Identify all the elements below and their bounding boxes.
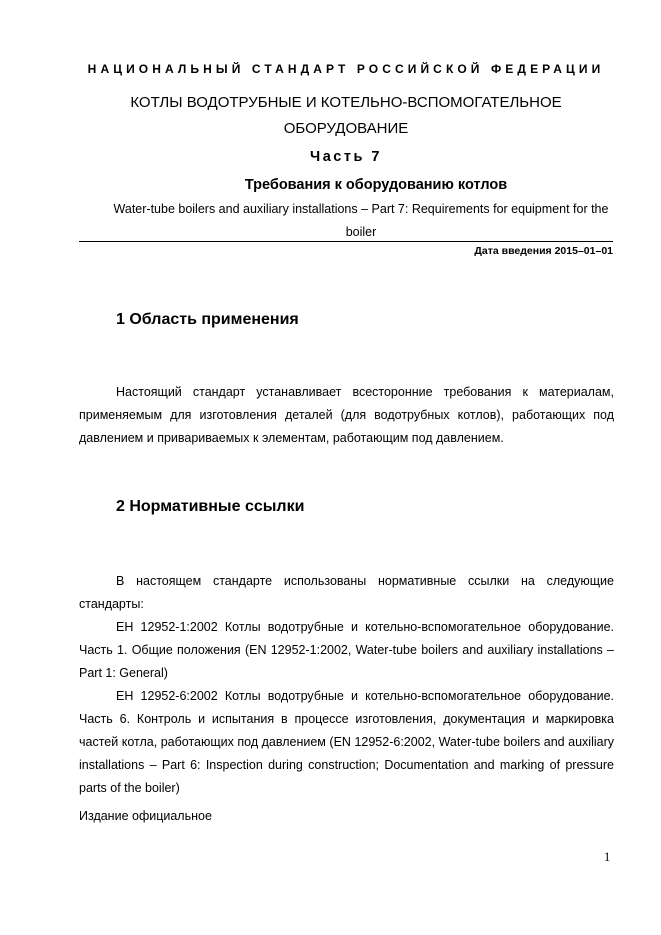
standard-type-heading: НАЦИОНАЛЬНЫЙ СТАНДАРТ РОССИЙСКОЙ ФЕДЕРАЦИИ [87,62,605,76]
document-title-line-1: КОТЛЫ ВОДОТРУБНЫЕ И КОТЕЛЬНО-ВСПОМОГАТЕЛЬНОЕ [130,94,562,111]
english-title: Water-tube boilers and auxiliary installations – Part 7: Requirements for equipment for the boiler [113,202,609,239]
document-title-line-2: ОБОРУДОВАНИЕ [283,120,409,137]
page-number: 1 [604,850,611,864]
section-1-body [79,381,614,450]
section-1-heading: 1 Область применения [116,311,299,328]
section-1-paragraph: Настоящий стандарт устанавливает всесторонние требования к материалам, применяемым для изготовления деталей (для водотрубных котлов), работающих под давлением и привариваемых к элементам, работающим под давлением. [79,385,614,445]
section-2-paragraph-intro: В настоящем стандарте использованы нормативные ссылки на следующие стандарты: [79,574,614,611]
section-2-reference-2: ЕН 12952-6:2002 Котлы водотрубные и котельно-вспомогательное оборудование. Часть 6. Контроль и испытания в процессе изготовления, документация и маркировка частей котла, работающих под давлением (EN 12952-6:2002, Water-tube boilers and auxiliary installations – Part 6: Inspection during construction; Documentation and marking of pressure parts of the boiler) [79,689,614,795]
document-subtitle: Требования к оборудованию котлов [244,177,508,193]
title-block [79,90,613,244]
section-2-heading: 2 Нормативные ссылки [116,498,305,515]
effective-date: Дата введения 2015–01–01 [474,245,613,257]
section-2-reference-1: ЕН 12952-1:2002 Котлы водотрубные и котельно-вспомогательное оборудование. Часть 1. Общие положения (EN 12952-1:2002, Water-tube boilers and auxiliary installations – Part 1: General) [79,620,614,680]
edition-note: Издание официальное [79,809,212,823]
part-label: Часть 7 [310,149,382,165]
header-divider [79,241,613,242]
section-2-body [79,570,614,800]
